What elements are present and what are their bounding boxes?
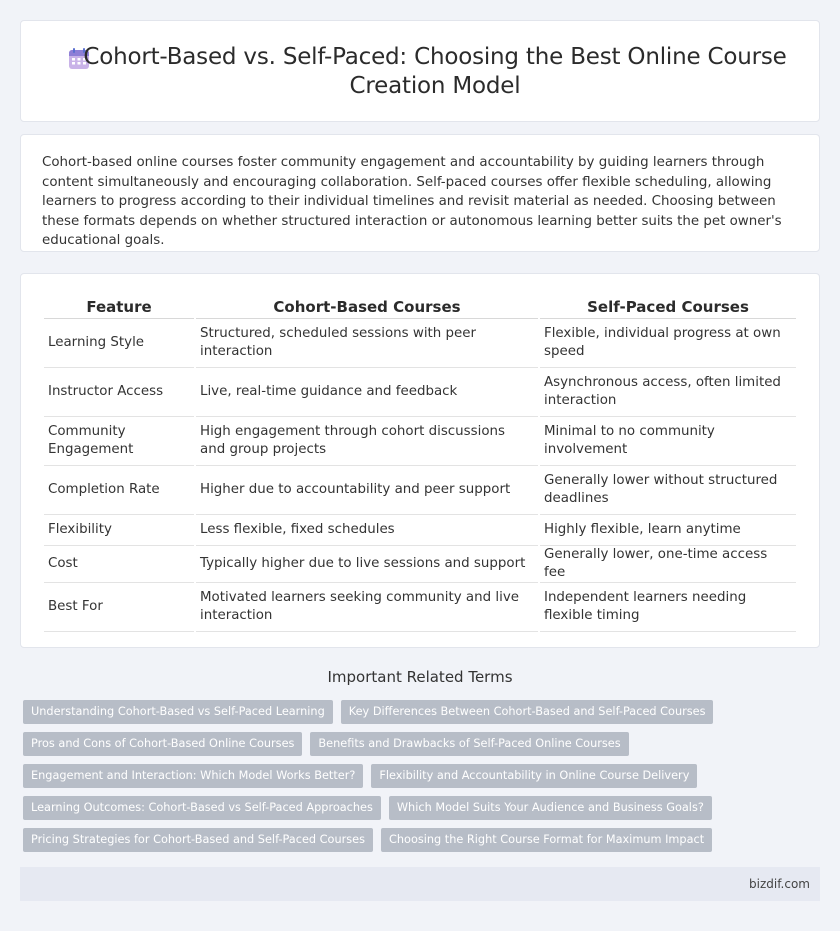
related-term-link[interactable]: Engagement and Interaction: Which Model Works Better? — [23, 764, 363, 788]
header-self-paced: Self-Paced Courses — [540, 296, 796, 319]
feature-cell: Instructor Access — [44, 368, 194, 417]
header-cohort-based: Cohort-Based Courses — [196, 296, 538, 319]
feature-cell: Flexibility — [44, 515, 194, 546]
feature-cell: Completion Rate — [44, 466, 194, 515]
selfpaced-cell: Independent learners needing flexible timing — [540, 583, 796, 632]
table-row — [44, 319, 796, 368]
selfpaced-cell: Asynchronous access, often limited interaction — [540, 368, 796, 417]
selfpaced-cell: Flexible, individual progress at own speed — [540, 319, 796, 368]
intro-card — [20, 134, 820, 252]
related-term-link[interactable]: Key Differences Between Cohort-Based and Self-Paced Courses — [341, 700, 714, 724]
related-term-link[interactable]: Choosing the Right Course Format for Maximum Impact — [381, 828, 712, 852]
header-feature: Feature — [44, 296, 194, 319]
table-row — [44, 466, 796, 515]
table-row — [44, 515, 796, 546]
related-terms-title: Important Related Terms — [327, 668, 513, 686]
table-row — [44, 368, 796, 417]
cohort-cell: Higher due to accountability and peer support — [196, 466, 538, 515]
intro-paragraph: Cohort-based online courses foster community engagement and accountability by guiding learners through content simultaneously and encouraging collaboration. Self-paced courses offer flexible scheduling, allowing learners to progress according to their individual timelines and revisit material as needed. Choosing between these formats depends on whether structured interaction or autonomous learning better suits the pet owner's educational goals. — [42, 155, 782, 248]
selfpaced-cell: Minimal to no community involvement — [540, 417, 796, 466]
cohort-cell: High engagement through cohort discussions and group projects — [196, 417, 538, 466]
related-term-link[interactable]: Learning Outcomes: Cohort-Based vs Self-Paced Approaches — [23, 796, 381, 820]
cohort-cell: Typically higher due to live sessions and support — [196, 546, 538, 583]
table-row — [44, 583, 796, 632]
feature-cell: Cost — [44, 546, 194, 583]
cohort-cell: Structured, scheduled sessions with peer interaction — [196, 319, 538, 368]
comparison-table — [42, 296, 798, 632]
comparison-table-card — [20, 273, 820, 648]
related-term-link[interactable]: Pros and Cons of Cohort-Based Online Courses — [23, 732, 302, 756]
cohort-cell: Less flexible, fixed schedules — [196, 515, 538, 546]
title-card — [20, 20, 820, 122]
related-term-link[interactable]: Understanding Cohort-Based vs Self-Paced Learning — [23, 700, 333, 724]
related-term-link[interactable]: Benefits and Drawbacks of Self-Paced Online Courses — [310, 732, 628, 756]
footer — [20, 867, 820, 901]
table-row — [44, 417, 796, 466]
selfpaced-cell: Generally lower, one-time access fee — [540, 546, 796, 583]
related-term-link[interactable]: Pricing Strategies for Cohort-Based and Self-Paced Courses — [23, 828, 373, 852]
selfpaced-cell: Generally lower without structured deadlines — [540, 466, 796, 515]
feature-cell: Community Engagement — [44, 417, 194, 466]
cohort-cell: Motivated learners seeking community and live interaction — [196, 583, 538, 632]
feature-cell: Best For — [44, 583, 194, 632]
table-row — [44, 546, 796, 583]
table-header-row — [44, 296, 796, 319]
related-terms-list — [23, 700, 823, 860]
footer-site-link[interactable]: bizdif.com — [749, 877, 810, 891]
cohort-cell: Live, real-time guidance and feedback — [196, 368, 538, 417]
page-title: Cohort-Based vs. Self-Paced: Choosing the Best Online Course Creation Model — [83, 44, 787, 99]
related-term-link[interactable]: Flexibility and Accountability in Online Course Delivery — [371, 764, 697, 788]
feature-cell: Learning Style — [44, 319, 194, 368]
selfpaced-cell: Highly flexible, learn anytime — [540, 515, 796, 546]
related-term-link[interactable]: Which Model Suits Your Audience and Business Goals? — [389, 796, 712, 820]
